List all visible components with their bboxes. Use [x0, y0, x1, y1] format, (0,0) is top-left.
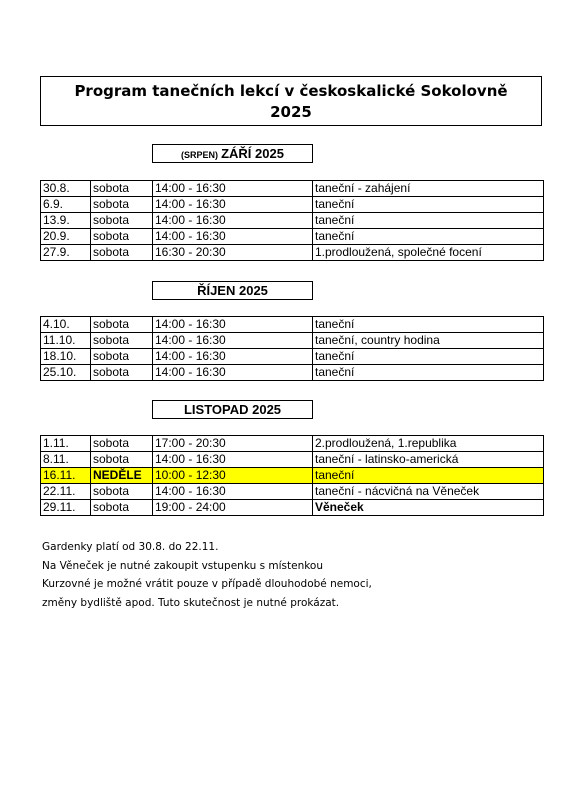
date-cell: 1.11.	[41, 436, 91, 452]
table-row	[41, 197, 544, 213]
time-cell: 19:00 - 24:00	[153, 500, 313, 516]
day-cell: sobota	[91, 349, 153, 365]
day-cell: sobota	[91, 500, 153, 516]
table-row	[41, 349, 544, 365]
title-line-1: Program tanečních lekcí v českoskalické Sokolovně	[74, 82, 508, 100]
month-header-november	[152, 400, 313, 419]
date-cell: 8.11.	[41, 452, 91, 468]
note-cell: taneční	[313, 365, 544, 381]
month-name: LISTOPAD 2025	[183, 402, 282, 417]
schedule-table-october	[40, 316, 544, 381]
notes-block	[42, 538, 372, 612]
day-cell: sobota	[91, 317, 153, 333]
month-name: ŘÍJEN 2025	[197, 283, 268, 298]
time-cell: 14:00 - 16:30	[153, 349, 313, 365]
note-cell: taneční	[313, 197, 544, 213]
day-cell: sobota	[91, 436, 153, 452]
date-cell: 30.8.	[41, 181, 91, 197]
table-row	[41, 333, 544, 349]
table-row	[41, 213, 544, 229]
note-cell: taneční - nácvičná na Věneček	[313, 484, 544, 500]
table-row	[41, 436, 544, 452]
time-cell: 14:00 - 16:30	[153, 229, 313, 245]
time-cell: 16:30 - 20:30	[153, 245, 313, 261]
document-title	[40, 76, 542, 126]
month-name: ZÁŘÍ 2025	[221, 146, 284, 161]
table-row	[41, 181, 544, 197]
table-row	[41, 452, 544, 468]
time-cell: 10:00 - 12:30	[153, 468, 313, 484]
table-row-highlighted	[41, 468, 544, 484]
note-cell: taneční - latinsko-americká	[313, 452, 544, 468]
note-cell: taneční	[313, 213, 544, 229]
table-row	[41, 317, 544, 333]
date-cell: 18.10.	[41, 349, 91, 365]
note-cell: taneční	[313, 317, 544, 333]
date-cell: 4.10.	[41, 317, 91, 333]
day-cell: sobota	[91, 365, 153, 381]
date-cell: 25.10.	[41, 365, 91, 381]
day-cell: sobota	[91, 181, 153, 197]
note-cell: taneční	[313, 468, 544, 484]
table-row	[41, 500, 544, 516]
date-cell: 6.9.	[41, 197, 91, 213]
table-row	[41, 245, 544, 261]
note-cell: Věneček	[313, 500, 544, 516]
note-cell: taneční, country hodina	[313, 333, 544, 349]
table-row	[41, 365, 544, 381]
table-row	[41, 484, 544, 500]
time-cell: 14:00 - 16:30	[153, 365, 313, 381]
note-line: Gardenky platí od 30.8. do 22.11.	[42, 541, 219, 553]
time-cell: 14:00 - 16:30	[153, 181, 313, 197]
date-cell: 29.11.	[41, 500, 91, 516]
date-cell: 16.11.	[41, 468, 91, 484]
day-cell: sobota	[91, 333, 153, 349]
note-cell: 1.prodloužená, společné focení	[313, 245, 544, 261]
month-header-september	[152, 144, 313, 163]
day-cell: sobota	[91, 484, 153, 500]
note-line: Na Věneček je nutné zakoupit vstupenku s místenkou	[42, 559, 324, 572]
date-cell: 27.9.	[41, 245, 91, 261]
day-cell: sobota	[91, 452, 153, 468]
schedule-table-september	[40, 180, 544, 261]
day-cell: sobota	[91, 197, 153, 213]
time-cell: 14:00 - 16:30	[153, 213, 313, 229]
month-prefix: (SRPEN)	[181, 150, 219, 160]
time-cell: 14:00 - 16:30	[153, 333, 313, 349]
date-cell: 13.9.	[41, 213, 91, 229]
day-cell: sobota	[91, 229, 153, 245]
day-cell: sobota	[91, 245, 153, 261]
schedule-table-november	[40, 435, 544, 516]
note-cell: taneční - zahájení	[313, 181, 544, 197]
day-cell: NEDĚLE	[91, 468, 153, 484]
date-cell: 20.9.	[41, 229, 91, 245]
note-cell: 2.prodloužená, 1.republika	[313, 436, 544, 452]
title-line-2: 2025	[270, 103, 312, 121]
note-cell: taneční	[313, 349, 544, 365]
time-cell: 14:00 - 16:30	[153, 197, 313, 213]
time-cell: 14:00 - 16:30	[153, 317, 313, 333]
date-cell: 11.10.	[41, 333, 91, 349]
time-cell: 14:00 - 16:30	[153, 452, 313, 468]
date-cell: 22.11.	[41, 484, 91, 500]
note-cell: taneční	[313, 229, 544, 245]
note-line: změny bydliště apod. Tuto skutečnost je nutné prokázat.	[42, 596, 340, 609]
time-cell: 14:00 - 16:30	[153, 484, 313, 500]
table-row	[41, 229, 544, 245]
day-cell: sobota	[91, 213, 153, 229]
note-line: Kurzovné je možné vrátit pouze v případě dlouhodobé nemoci,	[42, 578, 372, 590]
time-cell: 17:00 - 20:30	[153, 436, 313, 452]
month-header-october	[152, 281, 313, 300]
